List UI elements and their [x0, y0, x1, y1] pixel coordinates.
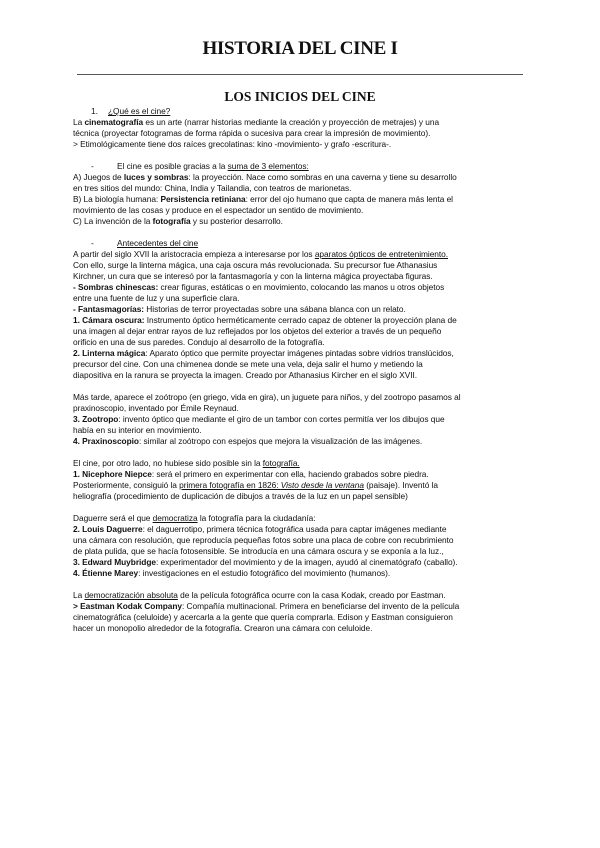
element-a-cont: en tres sitios del mundo: China, India y Tailandia, con teatros de marionetas. — [73, 183, 352, 193]
element-b-cont: movimiento de las cosas y produce en el espectador un sentido de movimiento. — [73, 205, 364, 215]
daguerre-cont: una cámara con resolución, que reproducía pequeñas fotos sobre una placa de cobre con recubrimiento — [73, 535, 454, 545]
definition-line-3: > Etimológicamente tiene dos raíces grecolatinas: kino -movimiento- y grafo -escritura-. — [73, 139, 392, 149]
zootropo-intro-cont: praxinoscopio, inventado por Émile Reynaud. — [73, 403, 239, 413]
kodak: > Eastman Kodak Company: Compañía multinacional. Primera en beneficiarse del invento de la película — [73, 601, 460, 611]
niepce-cont-2: heliografía (procedimiento de duplicación de dibujos a través de la luz en un papel sensible) — [73, 491, 408, 501]
question-text: ¿Qué es el cine? — [108, 106, 171, 116]
zootropo-cont: había en su interior en movimiento. — [73, 425, 202, 435]
zootropo: 3. Zootropo: invento óptico que mediante el giro de un tambor con cortes permitía ver los dibujos que — [73, 414, 445, 424]
praxinoscopio: 4. Praxinoscopio: similar al zoótropo con espejos que mejora la visualización de las imágenes. — [73, 436, 423, 446]
page-title: HISTORIA DEL CINE I — [202, 38, 398, 59]
linterna-magica-cont: precursor del cine. Con una chimenea donde se mete una vela, deja salir el humo y metiendo la — [73, 359, 423, 369]
camara-oscura: 1. Cámara oscura: Instrumento óptico herméticamente cerrado capaz de obtener la proyección plana de — [73, 315, 457, 325]
kodak-cont-2: hacer un monopolio alrededor de la fotografía. Crearon una cámara con celuloide. — [73, 623, 373, 633]
definition-line-2: técnica (proyectar fotogramas de forma rápida o sucesiva para crear la impresión de movimiento). — [73, 128, 431, 138]
daguerre-cont-2: de plata pulida, que se hacía fotosensible. Se introducía en una cámara oscura y se exponía a la luz., — [73, 546, 444, 556]
section-title: LOS INICIOS DEL CINE — [224, 89, 376, 104]
element-c: C) La invención de la fotografía y su posterior desarrollo. — [73, 216, 283, 226]
niepce-cont: Posteriormente, consiguió la primera fotografía en 1826: Visto desde la ventana (paisaje). Inventó la — [73, 480, 438, 490]
antecedentes-p1: A partir del siglo XVII la aristocracia empieza a interesarse por los aparatos ópticos de entretenimiento. — [73, 249, 449, 259]
marey: 4. Étienne Marey: investigaciones en el estudio fotográfico del movimiento (humanos). — [73, 568, 391, 578]
camara-oscura-cont-2: orificio en una de sus paredes. Condujo al desarrollo de la fotografía. — [73, 337, 325, 347]
antecedentes-p1-l2: Con ello, surge la linterna mágica, una caja oscura más revolucionada. Su precursor fue Athanasius — [73, 260, 438, 270]
document-body — [73, 106, 528, 634]
title-divider — [77, 74, 523, 75]
antecedentes-heading: - Antecedentes del cine — [91, 238, 199, 248]
sombras-chinescas: - Sombras chinescas: crear figuras, estáticas o en movimiento, colocando las manos u otros objetos — [73, 282, 445, 292]
term-cinematografia: cinematografía — [84, 117, 144, 127]
elements-heading: - El cine es posible gracias a la suma de 3 elementos: — [91, 161, 309, 171]
list-number: 1. — [91, 106, 98, 116]
zootropo-intro: Más tarde, aparece el zoótropo (en griego, vida en gira), un juguete para niños, y del zootropo pasamos al — [73, 392, 461, 402]
sombras-chinescas-cont: entre una fuente de luz y una superficie clara. — [73, 293, 240, 303]
definition-line-1: La cinematografía es un arte (narrar historias mediante la creación y proyección de metrajes) y una — [73, 117, 440, 127]
camara-oscura-cont: una imagen al dejar entrar rayos de luz reflejados por los objetos del exterior a través de un pequeño — [73, 326, 442, 336]
niepce: 1. Nicephore Niepce: será el primero en experimentar con ella, haciendo grabados sobre piedra. — [73, 469, 429, 479]
kodak-intro: La democratización absoluta de la película fotográfica ocurre con la casa Kodak, creado por Eastman. — [73, 590, 446, 600]
linterna-magica-cont-2: diapositiva en la ranura se proyecta la imagen. Creado por Athanasius Kircher en el siglo XVII. — [73, 370, 418, 380]
fotografia-intro: El cine, por otro lado, no hubiese sido posible sin la fotografía. — [73, 458, 300, 468]
element-b: B) La biología humana: Persistencia retiniana: error del ojo humano que capta de manera más lenta el — [73, 194, 453, 204]
fantasmagorias: - Fantasmagorías: Historias de terror proyectadas sobre una sábana blanca con un relato. — [73, 304, 406, 314]
daguerre: 2. Louis Daguerre: el daguerrotipo, primera técnica fotográfica usada para captar imágenes mediante — [73, 524, 447, 534]
element-a: A) Juegos de luces y sombras: la proyección. Nace como sombras en una caverna y tiene su desarrollo — [73, 172, 457, 182]
question-heading — [73, 106, 528, 117]
muybridge: 3. Edward Muybridge: experimentador del movimiento y de la imagen, ayudó al cinematógrafo (caballo). — [73, 557, 458, 567]
linterna-magica: 2. Linterna mágica: Aparato óptico que permite proyectar imágenes pintadas sobre vidrios translúcidos, — [73, 348, 454, 358]
antecedentes-p1-l3: Kirchner, un cura que se interesó por la fantasmagoría y con la linterna mágica proyectaba figuras. — [73, 271, 433, 281]
daguerre-intro: Daguerre será el que democratiza la fotografía para la ciudadanía: — [73, 513, 316, 523]
kodak-cont: cinematográfica (celuloide) y acercarla a la gente que quería comprarla. Edison y Eastman consiguieron — [73, 612, 453, 622]
elements-link: suma de 3 elementos: — [227, 161, 309, 171]
